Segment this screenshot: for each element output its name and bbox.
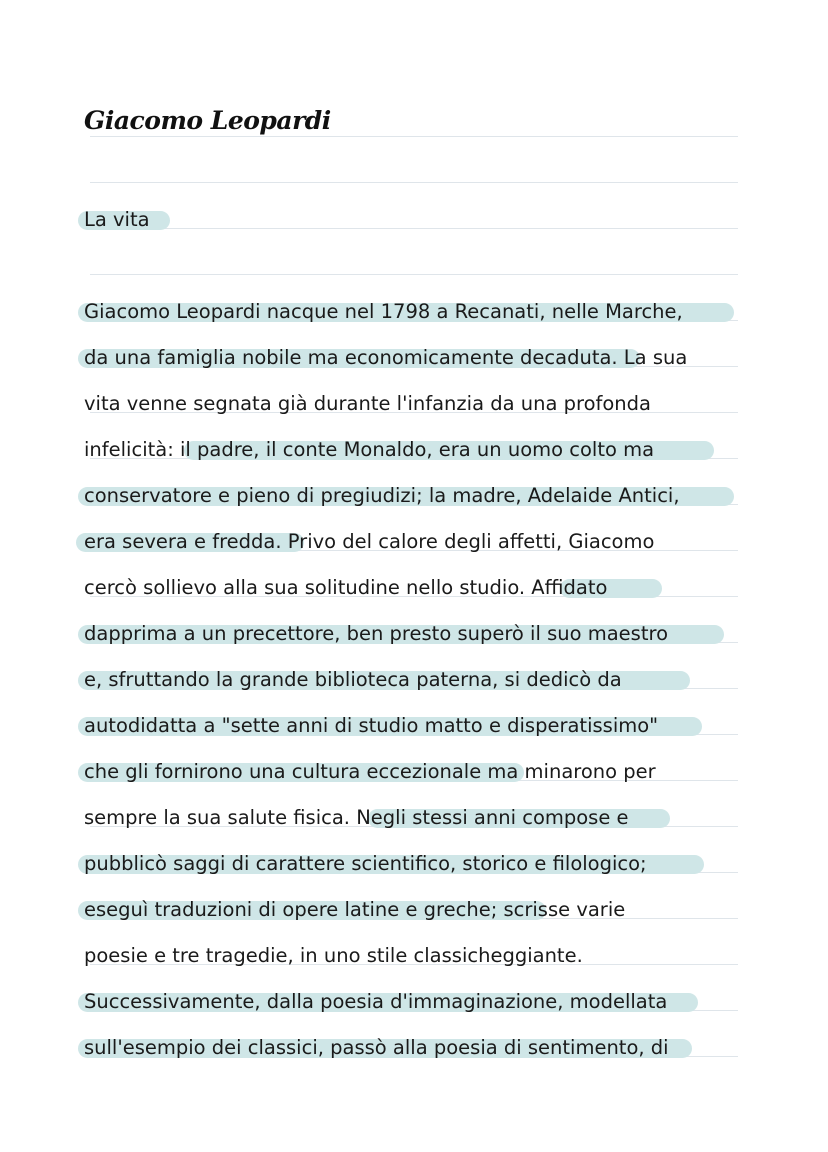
text-line [84, 757, 656, 787]
text-line-content: Giacomo Leopardi nacque nel 1798 a Recanati, nelle Marche, [84, 300, 683, 323]
ruled-line [90, 274, 738, 275]
text-line-content: pubblicò saggi di carattere scientifico, storico e filologico; [84, 852, 647, 875]
text-line [84, 435, 654, 465]
text-line [84, 619, 668, 649]
text-line-content: e, sfruttando la grande biblioteca paterna, si dedicò da [84, 668, 622, 691]
ruled-line [90, 182, 738, 183]
text-line [84, 711, 658, 741]
text-line [84, 297, 683, 327]
text-line [84, 803, 629, 833]
section-heading [84, 205, 150, 235]
text-line [84, 941, 583, 971]
text-line-content: autodidatta a "sette anni di studio matto e disperatissimo" [84, 714, 659, 737]
text-line-content: infelicità: il padre, il conte Monaldo, era un uomo colto ma [84, 438, 655, 461]
text-line [84, 481, 680, 511]
text-line-content: sull'esempio dei classici, passò alla poesia di sentimento, di [84, 1036, 669, 1059]
text-line-content: poesie e tre tragedie, in uno stile classicheggiante. [84, 944, 583, 967]
text-line [84, 895, 625, 925]
text-line-content: eseguì traduzioni di opere latine e greche; scrisse varie [84, 898, 626, 921]
text-line [84, 849, 647, 879]
text-line-content: cercò sollievo alla sua solitudine nello studio. Affidato [84, 576, 608, 599]
text-line [84, 527, 654, 557]
text-line-content: dapprima a un precettore, ben presto superò il suo maestro [84, 622, 669, 645]
text-line-content: che gli fornirono una cultura eccezionale ma minarono per [84, 760, 656, 783]
text-line [84, 665, 622, 695]
text-line [84, 389, 651, 419]
section-heading-text: La vita [84, 208, 150, 231]
text-line-content: vita venne segnata già durante l'infanzia da una profonda [84, 392, 651, 415]
text-line-content: sempre la sua salute fisica. Negli stessi anni compose e [84, 806, 629, 829]
text-line-content: Successivamente, dalla poesia d'immaginazione, modellata [84, 990, 668, 1013]
page-title: Giacomo Leopardi [84, 106, 331, 135]
ruled-line [90, 228, 738, 229]
ruled-line [90, 136, 738, 137]
text-line-content: era severa e fredda. Privo del calore degli affetti, Giacomo [84, 530, 655, 553]
text-line [84, 987, 667, 1017]
text-line-content: da una famiglia nobile ma economicamente decaduta. La sua [84, 346, 688, 369]
text-line [84, 1033, 669, 1063]
text-line [84, 573, 607, 603]
text-line-content: conservatore e pieno di pregiudizi; la madre, Adelaide Antici, [84, 484, 680, 507]
text-line [84, 343, 687, 373]
